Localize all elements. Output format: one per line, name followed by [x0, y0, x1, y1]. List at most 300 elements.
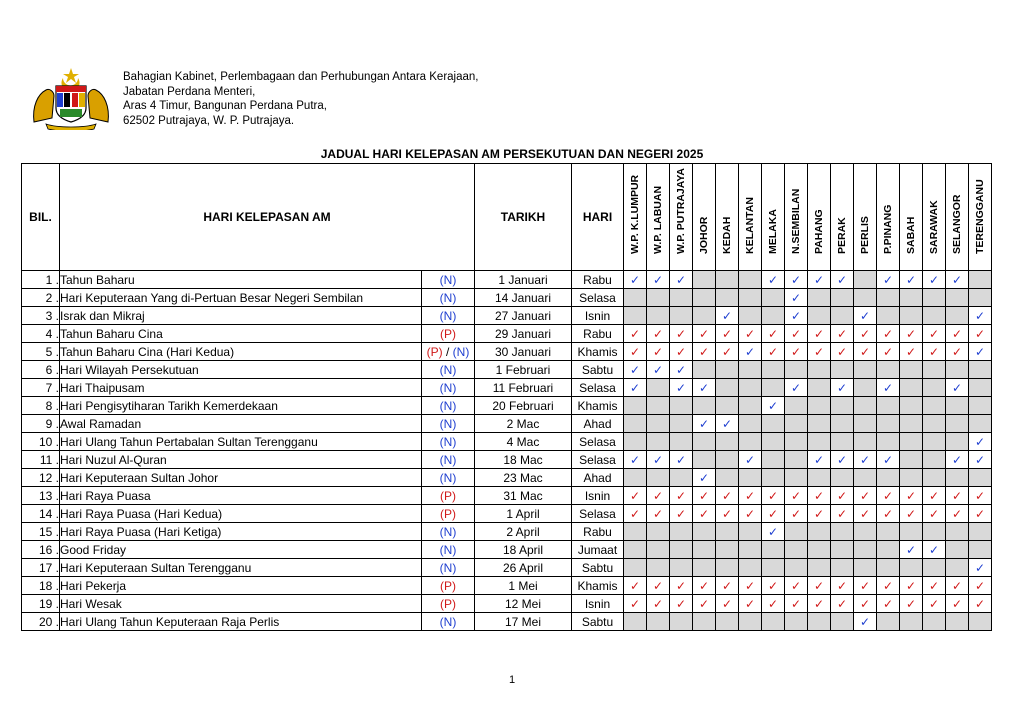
holiday-status: (N) [422, 523, 475, 541]
holiday-name: Hari Keputeraan Sultan Johor [60, 469, 422, 487]
holiday-status: (N) [422, 415, 475, 433]
state-check-cell [900, 325, 923, 343]
row-number: 10 . [22, 433, 60, 451]
state-check-cell [762, 577, 785, 595]
check-icon: ✓ [951, 272, 963, 287]
table-row [22, 361, 992, 379]
state-check-cell [647, 415, 670, 433]
state-check-cell [900, 451, 923, 469]
state-header: KELANTAN [739, 164, 762, 271]
state-check-cell [808, 559, 831, 577]
state-check-cell [923, 577, 946, 595]
state-check-cell [693, 325, 716, 343]
check-icon: ✓ [698, 578, 710, 593]
check-icon: ✓ [629, 362, 641, 377]
state-check-cell [854, 397, 877, 415]
address-line: Jabatan Perdana Menteri, [123, 85, 256, 98]
state-check-cell [969, 397, 992, 415]
holiday-name: Hari Pengisytiharan Tarikh Kemerdekaan [60, 397, 422, 415]
header-row [22, 164, 992, 271]
address-line: Aras 4 Timur, Bangunan Perdana Putra, [123, 100, 327, 113]
state-check-cell [808, 379, 831, 397]
row-number: 9 . [22, 415, 60, 433]
state-check-cell [716, 379, 739, 397]
check-icon: ✓ [813, 344, 825, 359]
holiday-status: (N) [422, 433, 475, 451]
check-icon: ✓ [652, 452, 664, 467]
state-check-cell [739, 541, 762, 559]
state-check-cell [946, 433, 969, 451]
state-check-cell [877, 613, 900, 631]
state-check-cell [969, 433, 992, 451]
check-icon: ✓ [859, 596, 871, 611]
check-icon: ✓ [974, 344, 986, 359]
state-check-cell [693, 541, 716, 559]
state-check-cell [624, 343, 647, 361]
state-check-cell [969, 505, 992, 523]
check-icon: ✓ [744, 452, 756, 467]
check-icon: ✓ [905, 272, 917, 287]
state-check-cell [877, 307, 900, 325]
holiday-day: Selasa [572, 505, 624, 523]
state-check-cell [624, 433, 647, 451]
state-check-cell [900, 577, 923, 595]
check-icon: ✓ [836, 380, 848, 395]
check-icon: ✓ [836, 326, 848, 341]
state-check-cell [762, 505, 785, 523]
state-check-cell [785, 451, 808, 469]
check-icon: ✓ [974, 488, 986, 503]
holiday-date: 26 April [475, 559, 572, 577]
state-check-cell [624, 397, 647, 415]
check-icon: ✓ [675, 326, 687, 341]
row-number: 12 . [22, 469, 60, 487]
check-icon: ✓ [928, 506, 940, 521]
state-check-cell [670, 379, 693, 397]
state-check-cell [647, 595, 670, 613]
state-check-cell [808, 523, 831, 541]
check-icon: ✓ [813, 326, 825, 341]
check-icon: ✓ [928, 272, 940, 287]
state-check-cell [739, 505, 762, 523]
holiday-date: 12 Mei [475, 595, 572, 613]
state-check-cell [716, 613, 739, 631]
state-check-cell [900, 595, 923, 613]
holiday-status: (N) [422, 451, 475, 469]
state-check-cell [647, 325, 670, 343]
holiday-date: 18 April [475, 541, 572, 559]
state-check-cell [923, 415, 946, 433]
state-check-cell [693, 451, 716, 469]
state-check-cell [785, 325, 808, 343]
row-number: 2 . [22, 289, 60, 307]
holiday-name: Tahun Baharu [60, 271, 422, 289]
holiday-date: 14 Januari [475, 289, 572, 307]
check-icon: ✓ [905, 578, 917, 593]
check-icon: ✓ [790, 326, 802, 341]
holiday-day: Sabtu [572, 559, 624, 577]
state-check-cell [716, 451, 739, 469]
table-row [22, 505, 992, 523]
check-icon: ✓ [744, 506, 756, 521]
state-check-cell [739, 271, 762, 289]
table-row [22, 523, 992, 541]
state-check-cell [647, 487, 670, 505]
state-check-cell [716, 523, 739, 541]
state-check-cell [670, 469, 693, 487]
check-icon: ✓ [974, 560, 986, 575]
state-check-cell [900, 523, 923, 541]
state-check-cell [831, 595, 854, 613]
holiday-day: Khamis [572, 577, 624, 595]
check-icon: ✓ [951, 578, 963, 593]
check-icon: ✓ [859, 506, 871, 521]
check-icon: ✓ [905, 542, 917, 557]
state-check-cell [670, 307, 693, 325]
holiday-name: Hari Wesak [60, 595, 422, 613]
state-check-cell [670, 343, 693, 361]
check-icon: ✓ [767, 578, 779, 593]
state-check-cell [624, 469, 647, 487]
state-check-cell [946, 451, 969, 469]
check-icon: ✓ [882, 578, 894, 593]
state-check-cell [808, 307, 831, 325]
state-check-cell [946, 469, 969, 487]
check-icon: ✓ [698, 326, 710, 341]
state-check-cell [670, 577, 693, 595]
state-check-cell [808, 433, 831, 451]
check-icon: ✓ [721, 326, 733, 341]
holiday-day: Isnin [572, 307, 624, 325]
state-check-cell [946, 487, 969, 505]
check-icon: ✓ [813, 452, 825, 467]
state-check-cell [693, 415, 716, 433]
check-icon: ✓ [951, 326, 963, 341]
state-check-cell [900, 487, 923, 505]
state-check-cell [716, 433, 739, 451]
state-check-cell [854, 541, 877, 559]
state-check-cell [923, 361, 946, 379]
state-check-cell [739, 361, 762, 379]
state-check-cell [969, 343, 992, 361]
state-check-cell [808, 271, 831, 289]
state-check-cell [969, 271, 992, 289]
check-icon: ✓ [652, 326, 664, 341]
holiday-status: (P) / (N) [422, 343, 475, 361]
address-line: 62502 Putrajaya, W. P. Putrajaya. [123, 114, 295, 127]
check-icon: ✓ [928, 344, 940, 359]
check-icon: ✓ [905, 344, 917, 359]
date-header: TARIKH [475, 164, 572, 271]
holiday-date: 1 April [475, 505, 572, 523]
holiday-status: (P) [422, 325, 475, 343]
check-icon: ✓ [744, 488, 756, 503]
check-icon: ✓ [790, 578, 802, 593]
state-check-cell [670, 415, 693, 433]
state-check-cell [647, 523, 670, 541]
state-check-cell [785, 613, 808, 631]
state-check-cell [716, 415, 739, 433]
holiday-name: Hari Raya Puasa [60, 487, 422, 505]
state-check-cell [762, 379, 785, 397]
state-check-cell [946, 361, 969, 379]
check-icon: ✓ [767, 326, 779, 341]
row-number: 16 . [22, 541, 60, 559]
state-check-cell [785, 505, 808, 523]
state-check-cell [923, 271, 946, 289]
holiday-day: Selasa [572, 433, 624, 451]
table-row [22, 271, 992, 289]
check-icon: ✓ [675, 578, 687, 593]
state-check-cell [854, 415, 877, 433]
state-check-cell [716, 541, 739, 559]
state-check-cell [923, 289, 946, 307]
check-icon: ✓ [882, 380, 894, 395]
state-check-cell [969, 541, 992, 559]
table-row [22, 343, 992, 361]
state-check-cell [785, 289, 808, 307]
state-check-cell [969, 379, 992, 397]
state-check-cell [739, 325, 762, 343]
state-check-cell [624, 271, 647, 289]
holiday-name: Tahun Baharu Cina [60, 325, 422, 343]
check-icon: ✓ [882, 452, 894, 467]
check-icon: ✓ [629, 578, 641, 593]
state-check-cell [854, 595, 877, 613]
state-check-cell [923, 505, 946, 523]
holiday-name: Hari Raya Puasa (Hari Kedua) [60, 505, 422, 523]
holiday-date: 2 April [475, 523, 572, 541]
state-check-cell [647, 469, 670, 487]
check-icon: ✓ [652, 596, 664, 611]
state-check-cell [854, 361, 877, 379]
row-number: 4 . [22, 325, 60, 343]
state-check-cell [739, 289, 762, 307]
check-icon: ✓ [928, 542, 940, 557]
check-icon: ✓ [675, 452, 687, 467]
check-icon: ✓ [767, 524, 779, 539]
state-check-cell [831, 415, 854, 433]
holiday-date: 2 Mac [475, 415, 572, 433]
state-check-cell [762, 307, 785, 325]
check-icon: ✓ [698, 416, 710, 431]
state-check-cell [923, 469, 946, 487]
state-check-cell [923, 397, 946, 415]
state-check-cell [785, 541, 808, 559]
holiday-name: Awal Ramadan [60, 415, 422, 433]
check-icon: ✓ [882, 488, 894, 503]
holiday-status: (N) [422, 397, 475, 415]
state-check-cell [670, 361, 693, 379]
state-check-cell [854, 451, 877, 469]
state-check-cell [624, 451, 647, 469]
state-check-cell [854, 487, 877, 505]
state-check-cell [877, 415, 900, 433]
state-check-cell [762, 271, 785, 289]
holiday-status: (N) [422, 271, 475, 289]
row-number: 19 . [22, 595, 60, 613]
state-check-cell [831, 289, 854, 307]
state-check-cell [877, 289, 900, 307]
state-check-cell [969, 451, 992, 469]
state-check-cell [693, 487, 716, 505]
holiday-name-header: HARI KELEPASAN AM [60, 164, 475, 271]
state-check-cell [624, 595, 647, 613]
state-check-cell [670, 559, 693, 577]
state-check-cell [969, 361, 992, 379]
holiday-day: Ahad [572, 415, 624, 433]
state-check-cell [808, 577, 831, 595]
check-icon: ✓ [790, 290, 802, 305]
check-icon: ✓ [767, 272, 779, 287]
table-row [22, 559, 992, 577]
state-check-cell [670, 325, 693, 343]
row-number: 15 . [22, 523, 60, 541]
state-check-cell [670, 271, 693, 289]
state-check-cell [647, 397, 670, 415]
state-check-cell [624, 559, 647, 577]
state-check-cell [808, 343, 831, 361]
state-check-cell [624, 577, 647, 595]
state-header: SABAH [900, 164, 923, 271]
holiday-day: Khamis [572, 397, 624, 415]
state-check-cell [647, 379, 670, 397]
state-check-cell [647, 433, 670, 451]
row-number: 1 . [22, 271, 60, 289]
check-icon: ✓ [675, 362, 687, 377]
state-check-cell [716, 307, 739, 325]
check-icon: ✓ [767, 344, 779, 359]
state-check-cell [831, 307, 854, 325]
table-row [22, 487, 992, 505]
state-check-cell [624, 379, 647, 397]
state-check-cell [854, 307, 877, 325]
table-row [22, 451, 992, 469]
state-check-cell [762, 289, 785, 307]
address-line: Bahagian Kabinet, Perlembagaan dan Perhubungan Antara Kerajaan, [123, 71, 479, 83]
state-check-cell [877, 469, 900, 487]
table-row [22, 541, 992, 559]
document-title: JADUAL HARI KELEPASAN AM PERSEKUTUAN DAN NEGERI 2025 [320, 147, 704, 161]
state-check-cell [739, 379, 762, 397]
state-check-cell [624, 613, 647, 631]
check-icon: ✓ [974, 578, 986, 593]
check-icon: ✓ [813, 596, 825, 611]
check-icon: ✓ [767, 596, 779, 611]
state-check-cell [831, 505, 854, 523]
state-check-cell [854, 343, 877, 361]
check-icon: ✓ [859, 326, 871, 341]
state-check-cell [739, 595, 762, 613]
check-icon: ✓ [629, 506, 641, 521]
check-icon: ✓ [859, 488, 871, 503]
check-icon: ✓ [859, 452, 871, 467]
state-check-cell [647, 451, 670, 469]
state-check-cell [716, 361, 739, 379]
state-check-cell [716, 487, 739, 505]
check-icon: ✓ [836, 344, 848, 359]
check-icon: ✓ [882, 326, 894, 341]
state-header: TERENGGANU [969, 164, 992, 271]
holiday-name: Good Friday [60, 541, 422, 559]
holiday-date: 20 Februari [475, 397, 572, 415]
state-check-cell [670, 397, 693, 415]
state-check-cell [854, 613, 877, 631]
state-check-cell [877, 559, 900, 577]
holiday-date: 30 Januari [475, 343, 572, 361]
state-check-cell [877, 451, 900, 469]
check-icon: ✓ [698, 380, 710, 395]
check-icon: ✓ [652, 362, 664, 377]
check-icon: ✓ [813, 272, 825, 287]
state-check-cell [877, 541, 900, 559]
check-icon: ✓ [905, 488, 917, 503]
state-check-cell [693, 559, 716, 577]
check-icon: ✓ [652, 488, 664, 503]
state-check-cell [900, 343, 923, 361]
state-check-cell [900, 289, 923, 307]
state-check-cell [785, 595, 808, 613]
state-check-cell [762, 325, 785, 343]
state-check-cell [877, 271, 900, 289]
check-icon: ✓ [859, 308, 871, 323]
state-header: SARAWAK [923, 164, 946, 271]
state-check-cell [762, 487, 785, 505]
state-check-cell [624, 415, 647, 433]
check-icon: ✓ [744, 596, 756, 611]
check-icon: ✓ [721, 344, 733, 359]
check-icon: ✓ [882, 506, 894, 521]
state-check-cell [946, 505, 969, 523]
state-check-cell [900, 469, 923, 487]
state-check-cell [831, 325, 854, 343]
state-check-cell [670, 595, 693, 613]
holiday-status: (N) [422, 613, 475, 631]
state-check-cell [808, 505, 831, 523]
state-check-cell [808, 361, 831, 379]
check-icon: ✓ [652, 344, 664, 359]
row-number: 3 . [22, 307, 60, 325]
state-check-cell [923, 595, 946, 613]
holiday-name: Hari Raya Puasa (Hari Ketiga) [60, 523, 422, 541]
check-icon: ✓ [836, 506, 848, 521]
holiday-status: (P) [422, 577, 475, 595]
check-icon: ✓ [629, 326, 641, 341]
state-check-cell [946, 307, 969, 325]
check-icon: ✓ [675, 272, 687, 287]
row-number: 20 . [22, 613, 60, 631]
row-number: 13 . [22, 487, 60, 505]
state-check-cell [923, 559, 946, 577]
state-check-cell [785, 415, 808, 433]
holiday-status: (P) [422, 595, 475, 613]
check-icon: ✓ [721, 308, 733, 323]
state-check-cell [785, 469, 808, 487]
check-icon: ✓ [836, 578, 848, 593]
state-check-cell [762, 451, 785, 469]
state-check-cell [716, 397, 739, 415]
state-check-cell [647, 343, 670, 361]
state-check-cell [693, 361, 716, 379]
state-check-cell [946, 325, 969, 343]
state-check-cell [808, 415, 831, 433]
state-check-cell [647, 271, 670, 289]
holiday-status: (N) [422, 289, 475, 307]
state-check-cell [785, 559, 808, 577]
state-check-cell [762, 469, 785, 487]
state-check-cell [739, 433, 762, 451]
state-check-cell [693, 523, 716, 541]
